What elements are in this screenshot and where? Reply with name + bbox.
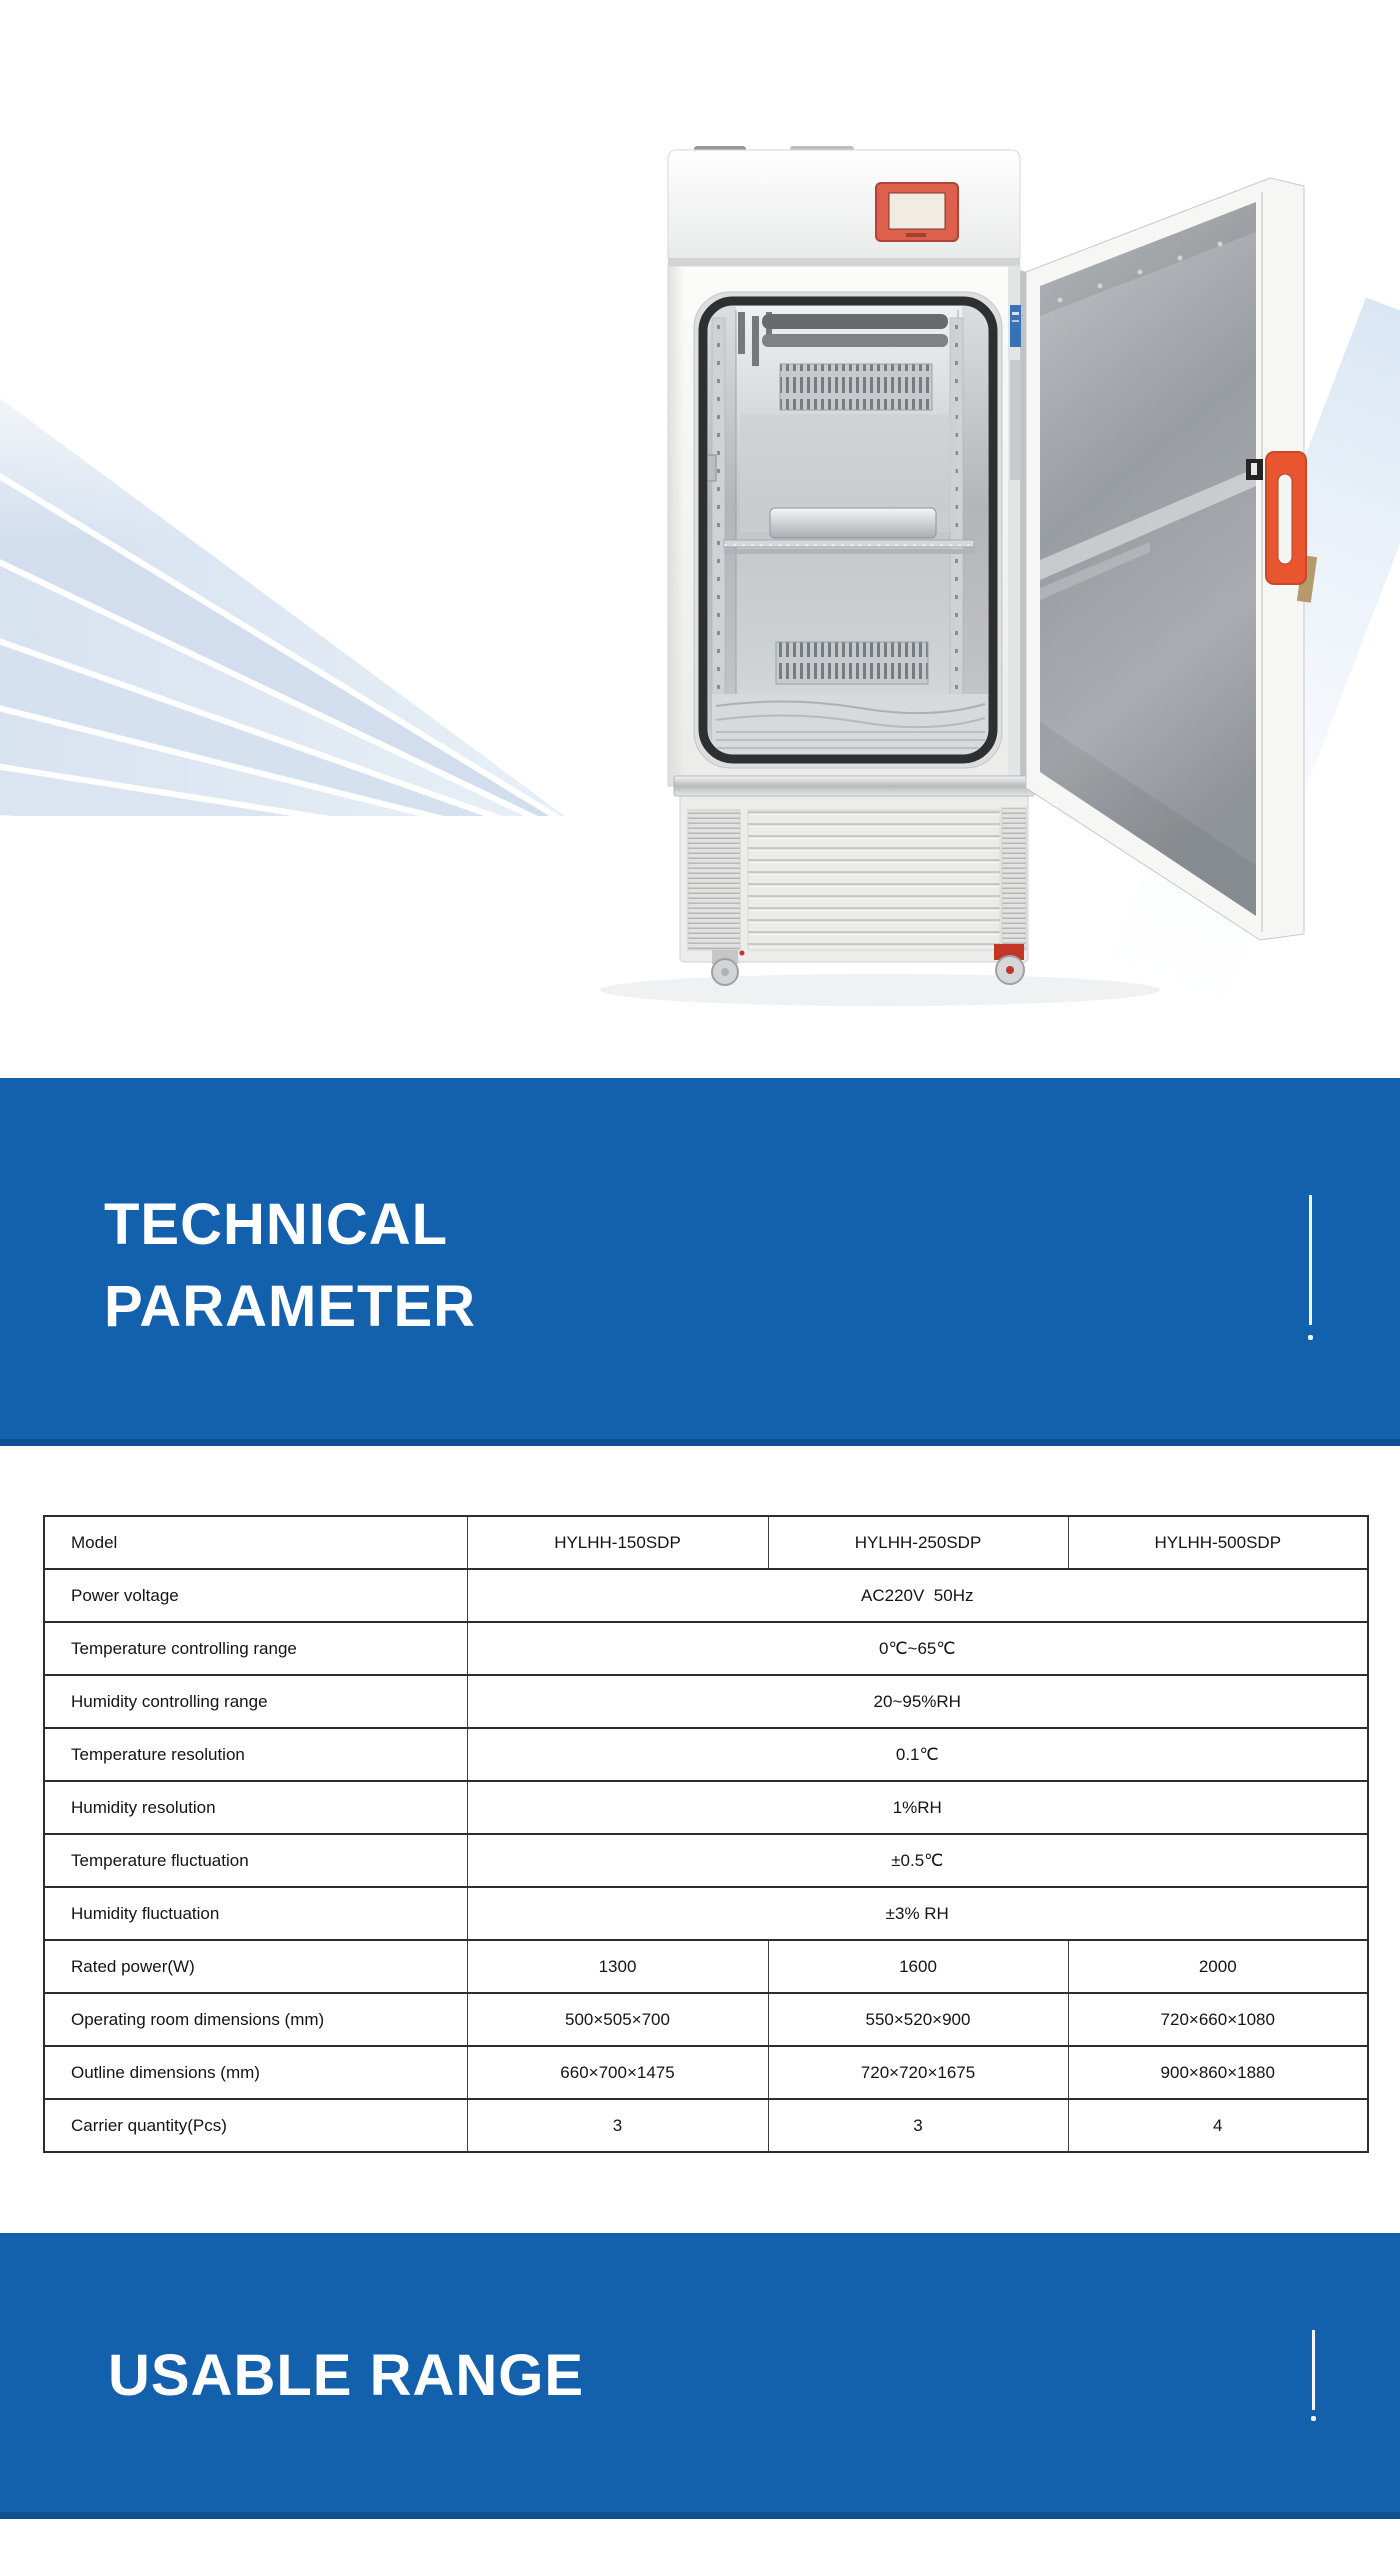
background-stairs-graphic bbox=[0, 132, 692, 868]
stainless-tray bbox=[770, 508, 936, 538]
door-hinge-gap bbox=[1020, 270, 1026, 788]
spec-value-cell: 3 bbox=[467, 2099, 768, 2152]
table-row bbox=[44, 2099, 1368, 2152]
spec-value-cell: ±3% RH bbox=[467, 1887, 1368, 1940]
table-row bbox=[44, 1781, 1368, 1834]
front-louver-grille bbox=[748, 810, 1000, 950]
chamber-illustration bbox=[0, 0, 1400, 1078]
table-row bbox=[44, 1516, 1368, 1569]
spec-label-cell: Humidity controlling range bbox=[44, 1675, 467, 1728]
title-line-2: PARAMETER bbox=[104, 1274, 477, 1339]
spec-value-cell: 550×520×900 bbox=[768, 1993, 1068, 2046]
spec-label-cell: Operating room dimensions (mm) bbox=[44, 1993, 467, 2046]
spec-value-cell: HYLHH-500SDP bbox=[1068, 1516, 1368, 1569]
banner-accent-line bbox=[1309, 1195, 1312, 1325]
door-handle bbox=[1266, 452, 1306, 584]
spec-label-cell: Model bbox=[44, 1516, 467, 1569]
bottom-grille bbox=[712, 694, 988, 754]
chamber-door-open bbox=[1026, 178, 1317, 940]
banner-accent-dot bbox=[1311, 2416, 1316, 2421]
spec-label-cell: Carrier quantity(Pcs) bbox=[44, 2099, 467, 2152]
usable-range-title: USABLE RANGE bbox=[108, 2343, 585, 2408]
usable-range-banner bbox=[0, 2233, 1400, 2519]
spec-table bbox=[43, 1515, 1369, 2153]
spec-label-cell: Temperature controlling range bbox=[44, 1622, 467, 1675]
table-row bbox=[44, 1569, 1368, 1622]
spec-value-cell: 2000 bbox=[1068, 1940, 1368, 1993]
spec-label-cell: Power voltage bbox=[44, 1569, 467, 1622]
machine-base bbox=[674, 776, 1034, 985]
technical-parameter-banner bbox=[0, 1078, 1400, 1446]
spec-value-cell: 1%RH bbox=[467, 1781, 1368, 1834]
spec-value-cell: HYLHH-250SDP bbox=[768, 1516, 1068, 1569]
left-side-vent bbox=[688, 810, 740, 950]
wire-shelf bbox=[724, 540, 974, 554]
spec-label-cell: Outline dimensions (mm) bbox=[44, 2046, 467, 2099]
product-photo bbox=[0, 0, 1400, 1078]
spec-value-cell: 0℃~65℃ bbox=[467, 1622, 1368, 1675]
spec-value-cell: 1300 bbox=[467, 1940, 768, 1993]
ground-shadow bbox=[600, 974, 1160, 1006]
table-row bbox=[44, 1887, 1368, 1940]
spec-value-cell: 660×700×1475 bbox=[467, 2046, 768, 2099]
banner-accent-dot bbox=[1308, 1335, 1313, 1340]
spec-value-cell: AC220V 50Hz bbox=[467, 1569, 1368, 1622]
blue-label-sticker bbox=[1010, 305, 1021, 347]
table-row bbox=[44, 1834, 1368, 1887]
spec-value-cell: 720×720×1675 bbox=[768, 2046, 1068, 2099]
spec-label-cell: Humidity fluctuation bbox=[44, 1887, 467, 1940]
upper-vent-panel bbox=[780, 364, 932, 410]
banner-accent-line bbox=[1312, 2330, 1315, 2410]
table-row bbox=[44, 1622, 1368, 1675]
chamber-cabinet bbox=[668, 146, 1021, 786]
spec-value-cell: ±0.5℃ bbox=[467, 1834, 1368, 1887]
control-display bbox=[876, 183, 958, 241]
technical-parameter-title bbox=[104, 1184, 476, 1348]
spec-value-cell: 500×505×700 bbox=[467, 1993, 768, 2046]
control-head bbox=[668, 150, 1020, 266]
spec-value-cell: 3 bbox=[768, 2099, 1068, 2152]
spec-value-cell: 900×860×1880 bbox=[1068, 2046, 1368, 2099]
spec-value-cell: 720×660×1080 bbox=[1068, 1993, 1368, 2046]
table-row bbox=[44, 1728, 1368, 1781]
spec-label-cell: Temperature fluctuation bbox=[44, 1834, 467, 1887]
lower-vent-panel bbox=[776, 642, 928, 684]
spec-value-cell: 4 bbox=[1068, 2099, 1368, 2152]
spec-value-cell: 1600 bbox=[768, 1940, 1068, 1993]
spec-label-cell: Temperature resolution bbox=[44, 1728, 467, 1781]
spec-value-cell: 0.1℃ bbox=[467, 1728, 1368, 1781]
table-row bbox=[44, 1993, 1368, 2046]
right-side-vent bbox=[1002, 808, 1026, 950]
title-line-1: TECHNICAL bbox=[104, 1192, 449, 1257]
caster-right bbox=[994, 944, 1024, 984]
spec-label-cell: Rated power(W) bbox=[44, 1940, 467, 1993]
table-row bbox=[44, 2046, 1368, 2099]
spec-value-cell: HYLHH-150SDP bbox=[467, 1516, 768, 1569]
table-row bbox=[44, 1675, 1368, 1728]
spec-label-strip bbox=[1010, 360, 1020, 480]
spec-value-cell: 20~95%RH bbox=[467, 1675, 1368, 1728]
spec-label-cell: Humidity resolution bbox=[44, 1781, 467, 1834]
table-row bbox=[44, 1940, 1368, 1993]
chamber-interior bbox=[700, 306, 988, 754]
